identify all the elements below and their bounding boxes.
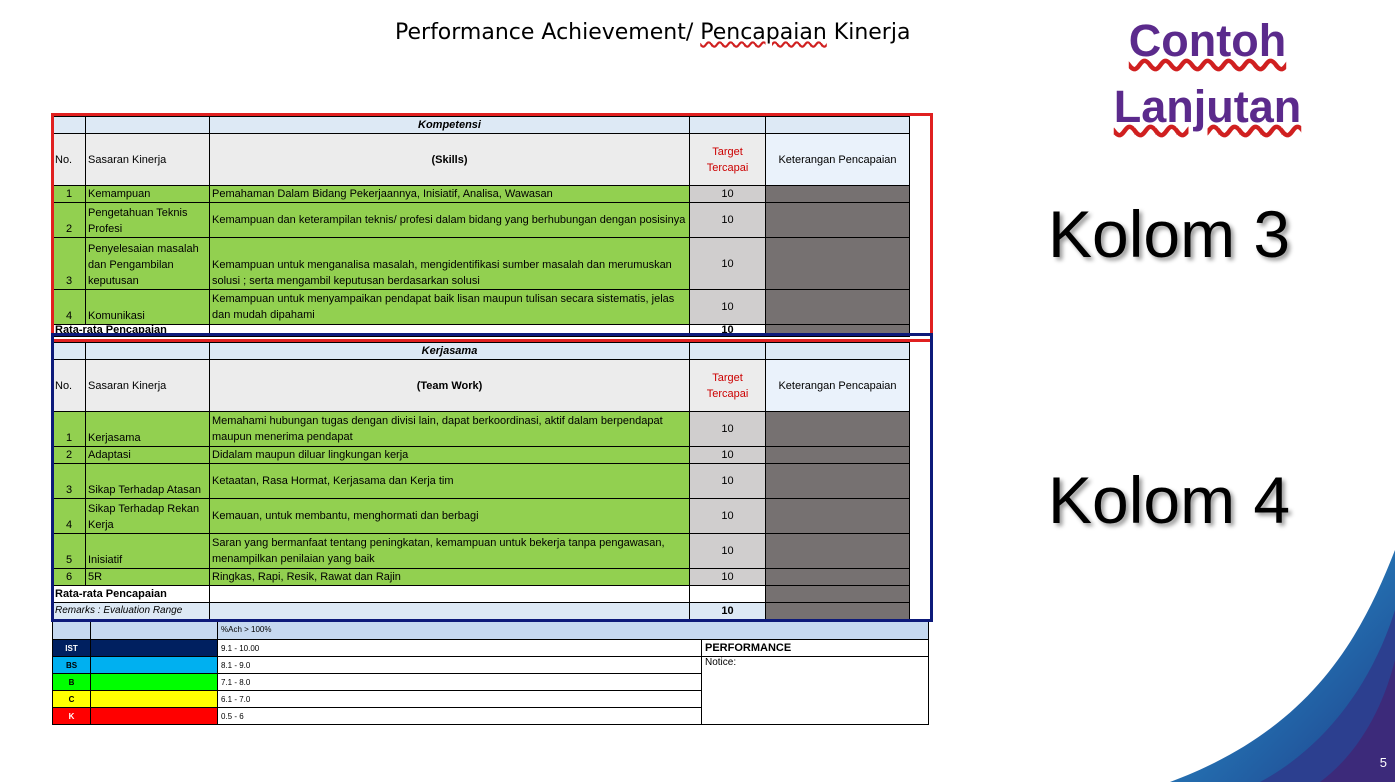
table-row xyxy=(53,290,910,325)
row-no: 3 xyxy=(53,464,86,499)
row-keterangan[interactable] xyxy=(766,464,910,499)
legend-top-row xyxy=(53,620,929,640)
table-row xyxy=(53,186,910,203)
legend-code: B xyxy=(53,674,91,691)
row-desc: Kemampuan untuk menyampaikan pendapat baik lisan maupun tulisan secara sistematis, jelas dan mudah dipahami xyxy=(210,290,690,325)
row-sasaran: Kemampuan xyxy=(86,186,210,203)
legend-swatch xyxy=(91,657,218,674)
kerjasama-section-row xyxy=(53,343,910,360)
contoh-lanjutan-heading xyxy=(1100,8,1315,140)
row-no: 2 xyxy=(53,447,86,464)
row-no: 4 xyxy=(53,290,86,325)
row-sasaran: Inisiatif xyxy=(86,534,210,569)
legend-range: 0.5 - 6 xyxy=(218,708,702,725)
row-sasaran: Komunikasi xyxy=(86,290,210,325)
header-target: Target Tercapai xyxy=(690,134,766,186)
row-keterangan[interactable] xyxy=(766,569,910,586)
table-row xyxy=(53,569,910,586)
kerjasama-header-row xyxy=(53,360,910,412)
row-desc: Saran yang bermanfaat tentang peningkatan, kemampuan untuk bekerja tanpa pengawasan, menampilkan penilaian yang baik xyxy=(210,534,690,569)
header-no: No. xyxy=(53,360,86,412)
header-keterangan: Keterangan Pencapaian xyxy=(766,134,910,186)
legend-code: K xyxy=(53,708,91,725)
legend-swatch xyxy=(91,674,218,691)
legend-range: 9.1 - 10.00 xyxy=(218,640,702,657)
row-target[interactable]: 10 xyxy=(690,569,766,586)
table-row xyxy=(53,499,910,534)
kolom-4-label: Kolom 4 xyxy=(1048,463,1291,537)
legend-range: 6.1 - 7.0 xyxy=(218,691,702,708)
legend-swatch xyxy=(91,708,218,725)
row-sasaran: Sikap Terhadap Rekan Kerja xyxy=(86,499,210,534)
row-no: 3 xyxy=(53,238,86,290)
table-row xyxy=(53,412,910,447)
kompetensi-section-row xyxy=(53,117,910,134)
header-target: Target Tercapai xyxy=(690,360,766,412)
notice-label: Notice: xyxy=(705,657,737,668)
row-sasaran: Adaptasi xyxy=(86,447,210,464)
row-target[interactable]: 10 xyxy=(690,464,766,499)
header-sasaran: Sasaran Kinerja xyxy=(86,360,210,412)
row-no: 2 xyxy=(53,203,86,238)
row-desc: Didalam maupun diluar lingkungan kerja xyxy=(210,447,690,464)
legend-top-range: %Ach > 100% xyxy=(218,620,929,640)
kerjasama-section-title: Kerjasama xyxy=(210,343,690,360)
row-no: 4 xyxy=(53,499,86,534)
row-keterangan[interactable] xyxy=(766,499,910,534)
row-desc: Pemahaman Dalam Bidang Pekerjaannya, Inisiatif, Analisa, Wawasan xyxy=(210,186,690,203)
row-keterangan[interactable] xyxy=(766,203,910,238)
row-keterangan[interactable] xyxy=(766,447,910,464)
legend-code: C xyxy=(53,691,91,708)
row-desc: Memahami hubungan tugas dengan divisi lain, dapat berkoordinasi, aktif dalam berpendapat maupun menerima pendapat xyxy=(210,412,690,447)
kompetensi-section-title: Kompetensi xyxy=(210,117,690,134)
row-no: 5 xyxy=(53,534,86,569)
legend-code: IST xyxy=(53,640,91,657)
row-no: 1 xyxy=(53,412,86,447)
kompetensi-header-row xyxy=(53,134,910,186)
kompetensi-table xyxy=(52,116,910,337)
row-target[interactable]: 10 xyxy=(690,412,766,447)
header-skills: (Skills) xyxy=(210,134,690,186)
row-desc: Kemauan, untuk membantu, menghormati dan berbagi xyxy=(210,499,690,534)
legend-row xyxy=(53,640,929,657)
legend-range: 7.1 - 8.0 xyxy=(218,674,702,691)
remarks-label: Remarks : Evaluation Range xyxy=(53,603,210,620)
slide-title: Performance Achievement/ Pencapaian Kinerja xyxy=(395,20,911,45)
performance-label: PERFORMANCE xyxy=(702,640,929,657)
evaluation-legend-table xyxy=(52,619,929,725)
row-target[interactable]: 10 xyxy=(690,534,766,569)
row-desc: Ringkas, Rapi, Resik, Rawat dan Rajin xyxy=(210,569,690,586)
header-keterangan: Keterangan Pencapaian xyxy=(766,360,910,412)
row-target[interactable]: 10 xyxy=(690,290,766,325)
row-sasaran: Sikap Terhadap Atasan xyxy=(86,464,210,499)
legend-swatch xyxy=(91,640,218,657)
row-target[interactable]: 10 xyxy=(690,186,766,203)
legend-swatch xyxy=(91,691,218,708)
legend-range: 8.1 - 9.0 xyxy=(218,657,702,674)
row-no: 1 xyxy=(53,186,86,203)
kolom-3-label: Kolom 3 xyxy=(1048,197,1291,271)
legend-code: BS xyxy=(53,657,91,674)
table-row xyxy=(53,534,910,569)
page-number: 5 xyxy=(1379,755,1387,770)
table-row xyxy=(53,203,910,238)
row-sasaran: Penyelesaian masalah dan Pengambilan keputusan xyxy=(86,238,210,290)
row-target[interactable]: 10 xyxy=(690,447,766,464)
row-desc: Kemampuan dan keterampilan teknis/ profesi dalam bidang yang berhubungan dengan posisinya xyxy=(210,203,690,238)
row-keterangan[interactable] xyxy=(766,534,910,569)
row-no: 6 xyxy=(53,569,86,586)
kompetensi-average-row xyxy=(53,325,910,337)
row-keterangan[interactable] xyxy=(766,238,910,290)
row-keterangan[interactable] xyxy=(766,412,910,447)
row-sasaran: 5R xyxy=(86,569,210,586)
row-target[interactable]: 10 xyxy=(690,499,766,534)
remarks-value: 10 xyxy=(690,603,766,620)
average-label: Rata-rata Pencapaian xyxy=(53,586,210,603)
kerjasama-average-row xyxy=(53,586,910,603)
row-target[interactable]: 10 xyxy=(690,203,766,238)
row-desc: Ketaatan, Rasa Hormat, Kerjasama dan Kerja tim xyxy=(210,464,690,499)
header-no: No. xyxy=(53,134,86,186)
row-desc: Kemampuan untuk menganalisa masalah, mengidentifikasi sumber masalah dan merumuskan solusi ; serta mengambil keputusan berdasarkan solusi xyxy=(210,238,690,290)
remarks-row xyxy=(53,603,910,620)
row-sasaran: Kerjasama xyxy=(86,412,210,447)
contoh-label: Contoh xyxy=(1128,15,1287,66)
average-label: Rata-rata Pencapaian xyxy=(53,325,210,337)
table-row xyxy=(53,447,910,464)
row-keterangan[interactable] xyxy=(766,290,910,325)
lanjutan-label: Lanjutan xyxy=(1113,81,1302,132)
row-keterangan[interactable] xyxy=(766,186,910,203)
kerjasama-table xyxy=(52,342,910,620)
table-row xyxy=(53,464,910,499)
header-teamwork: (Team Work) xyxy=(210,360,690,412)
legend-row xyxy=(53,657,929,674)
row-sasaran: Pengetahuan Teknis Profesi xyxy=(86,203,210,238)
header-sasaran: Sasaran Kinerja xyxy=(86,134,210,186)
notice-field[interactable] xyxy=(702,657,929,725)
average-value: 10 xyxy=(690,325,766,337)
row-target[interactable]: 10 xyxy=(690,238,766,290)
table-row xyxy=(53,238,910,290)
